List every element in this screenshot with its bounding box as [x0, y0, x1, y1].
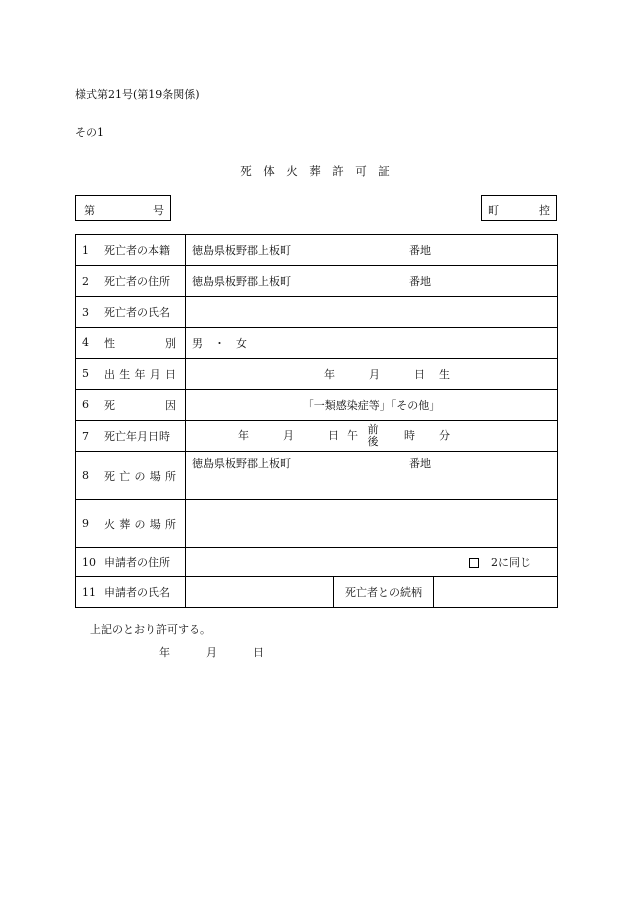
table-row — [76, 297, 558, 328]
number-box-right: 号 — [153, 204, 164, 217]
ampm-selector: 前 後 — [367, 423, 379, 448]
page-title: 死 体 火 葬 許 可 証 — [240, 164, 390, 178]
row-label: 5 出生年月日 — [76, 359, 186, 390]
form-number: 様式第21号(第19条関係) — [75, 88, 200, 101]
permit-form-table — [75, 234, 558, 608]
table-row — [76, 266, 558, 297]
field-sex[interactable]: 男 ・ 女 — [186, 328, 558, 359]
row-label: 1 死亡者の本籍 — [76, 235, 186, 266]
sub-number: その1 — [75, 126, 104, 139]
stamp-box — [481, 195, 557, 221]
stamp-box-right: 控 — [539, 204, 550, 217]
table-row — [76, 328, 558, 359]
field-honseki[interactable]: 徳島県板野郡上板町 番地 — [186, 235, 558, 266]
row-label: 7 死亡年月日時 — [76, 421, 186, 452]
row-label: 4 性 別 — [76, 328, 186, 359]
table-row — [76, 452, 558, 500]
stamp-box-left: 町 — [488, 204, 499, 217]
row-label: 3 死亡者の氏名 — [76, 297, 186, 328]
number-box — [75, 195, 171, 221]
row-label: 11 申請者の氏名 — [76, 577, 186, 608]
row-label: 8 死亡の場所 — [76, 452, 186, 500]
same-as-2-checkbox[interactable] — [469, 558, 479, 568]
row-label: 9 火葬の場所 — [76, 500, 186, 548]
row-label: 2 死亡者の住所 — [76, 266, 186, 297]
table-row — [76, 235, 558, 266]
field-cremation-place[interactable] — [186, 500, 558, 548]
table-row — [76, 390, 558, 421]
table-row — [76, 500, 558, 548]
row-label: 6 死 因 — [76, 390, 186, 421]
table-row — [76, 548, 558, 577]
field-deceased-name[interactable] — [186, 297, 558, 328]
field-applicant-name[interactable] — [186, 577, 334, 608]
number-box-left: 第 — [84, 204, 95, 217]
table-row — [76, 577, 558, 608]
permit-statement: 上記のとおり許可する。 — [90, 623, 211, 636]
relation-label: 死亡者との続柄 — [334, 577, 434, 608]
table-row — [76, 421, 558, 452]
field-death-datetime[interactable]: 年 月 日 午 前 後 時 分 — [186, 421, 558, 452]
field-birth-date[interactable]: 年 月 日 生 — [186, 359, 558, 390]
issue-date: 年 月 日 — [159, 646, 264, 659]
field-cause-of-death[interactable]: 「一類感染症等」「その他」 — [186, 390, 558, 421]
field-relation[interactable] — [434, 577, 558, 608]
table-row — [76, 359, 558, 390]
field-address[interactable]: 徳島県板野郡上板町 番地 — [186, 266, 558, 297]
row-label: 10 申請者の住所 — [76, 548, 186, 577]
field-death-place[interactable]: 徳島県板野郡上板町 番地 — [186, 452, 558, 500]
field-applicant-address[interactable]: 2に同じ — [186, 548, 558, 577]
